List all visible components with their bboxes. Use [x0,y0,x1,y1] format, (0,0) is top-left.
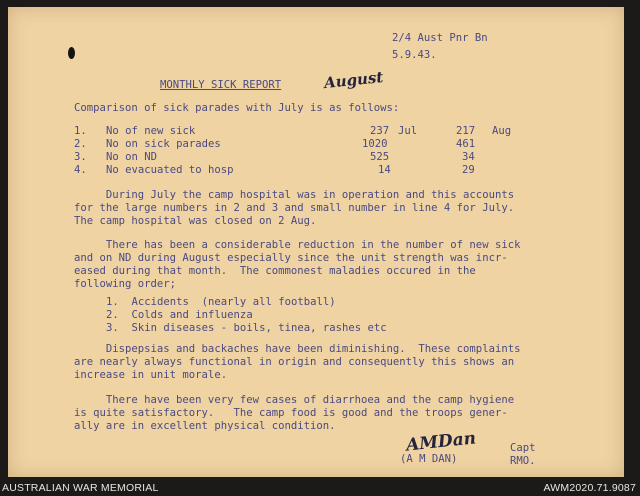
handwritten-month: August [323,67,385,93]
document-page [8,7,624,477]
paragraph-line: eased during that month. The commonest maladies occured in the [74,265,476,277]
signatory-role: RMO. [510,455,536,467]
signatory-name: (A M DAN) [400,453,458,465]
table-cell-jul: 14 [378,164,391,176]
table-row-num: 4. [74,164,87,176]
table-row-num: 2. [74,138,87,150]
report-date: 5.9.43. [392,49,437,61]
table-cell-jul: 1020 [362,138,388,150]
list-item: 1. Accidents (nearly all football) [106,296,336,308]
paragraph-line: is quite satisfactory. The camp food is good and the troops gener- [74,407,508,419]
list-item: 3. Skin diseases - boils, tinea, rashes etc [106,322,387,334]
table-row-label: No on ND [106,151,158,163]
signatory-rank: Capt [510,442,536,454]
table-cell-jul: 525 [370,151,390,163]
report-title: MONTHLY SICK REPORT [160,79,282,91]
table-row-label: No on sick parades [106,138,221,150]
intro-text: Comparison of sick parades with July is as follows: [74,102,400,114]
paragraph-line: and on ND during August especially since the unit strength was incr- [74,252,508,264]
table-row-label: No of new sick [106,125,196,137]
table-cell-aug: 217 [456,125,476,137]
paragraph-line: are nearly always functional in origin and consequently this shows an [74,356,515,368]
footer-accession-number: AWM2020.71.9087 [543,482,636,494]
paragraph-line: Dispepsias and backaches have been diminishing. These complaints [74,343,521,355]
col-aug-label: Aug [492,125,512,137]
signature: AMDan [405,428,477,456]
paragraph-line: ally are in excellent physical condition. [74,420,336,432]
table-row-num: 1. [74,125,87,137]
table-row-num: 3. [74,151,87,163]
punch-hole [68,47,75,59]
table-cell-aug: 29 [462,164,475,176]
footer-archive-name: AUSTRALIAN WAR MEMORIAL [2,482,159,494]
paragraph-line: The camp hospital was closed on 2 Aug. [74,215,317,227]
unit-name: 2/4 Aust Pnr Bn [392,32,488,44]
paragraph-line: During July the camp hospital was in operation and this accounts [74,189,515,201]
list-item: 2. Colds and influenza [106,309,253,321]
table-cell-aug: 34 [462,151,475,163]
table-cell-jul: 237 [370,125,390,137]
table-cell-aug: 461 [456,138,476,150]
paragraph-line: following order; [74,278,177,290]
paragraph-line: increase in unit morale. [74,369,228,381]
paragraph-line: There has been a considerable reduction in the number of new sick [74,239,521,251]
col-jul-label: Jul [398,125,418,137]
table-row-label: No evacuated to hosp [106,164,234,176]
paragraph-line: for the large numbers in 2 and 3 and small number in line 4 for July. [74,202,515,214]
paragraph-line: There have been very few cases of diarrhoea and the camp hygiene [74,394,515,406]
